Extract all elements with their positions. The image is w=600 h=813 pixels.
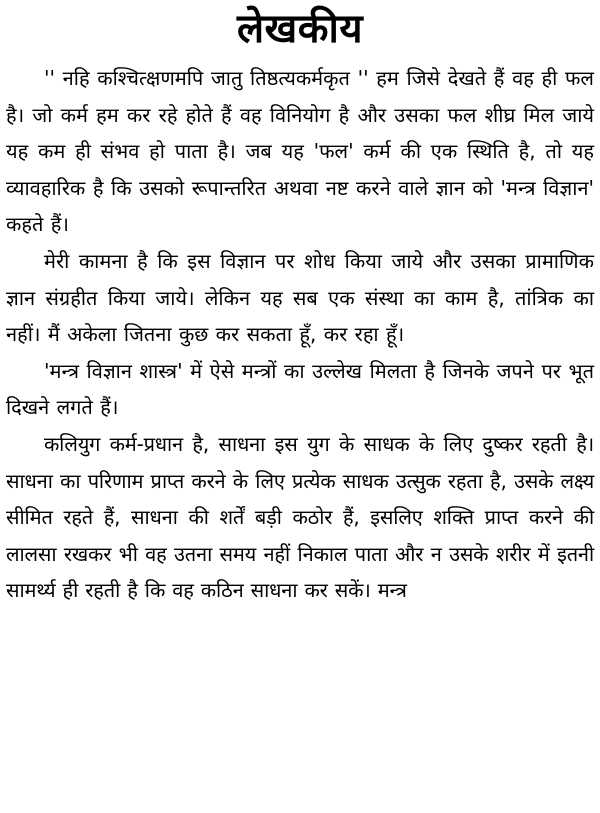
paragraph-1: '' नहि कश्चित्क्षणमपि जातु तिष्ठत्यकर्मकृत '' हम जिसे देखते हैं वह ही फल है। जो कर्म हम कर रहे होते हैं वह विनियोग है और उसका फल शीघ्र मिल जाये यह कम ही संभव हो पाता है। जब यह 'फल' कर्म की एक स्थिति है, तो यह व्यावहारिक है कि उसको रूपान्तरित अथवा नष्ट करने वाले ज्ञान को 'मन्त्र विज्ञान' कहते हैं। — [6, 66, 594, 237]
paragraph-3: 'मन्त्र विज्ञान शास्त्र' में ऐसे मन्त्रों का उल्लेख मिलता है जिनके जपने पर भूत दिखने लगते हैं। — [6, 358, 594, 420]
paragraph-2: मेरी कामना है कि इस विज्ञान पर शोध किया जाये और उसका प्रामाणिक ज्ञान संग्रहीत किया जाये। लेकिन यह सब एक संस्था का काम है, तांत्रिक का नहीं। मैं अकेला जितना कुछ कर सकता हूँ, कर रहा हूँ। — [6, 248, 594, 347]
paragraph-4: कलियुग कर्म-प्रधान है, साधना इस युग के साधक के लिए दुष्कर रहती है। साधना का परिणाम प्राप्त करने के लिए प्रत्येक साधक उत्सुक रहता है, उसके लक्ष्य सीमित रहते हैं, साधना की शर्तें बड़ी कठोर हैं, इसलिए शक्ति प्राप्त करने की लालसा रखकर भी वह उतना समय नहीं निकाल पाता और न उसके शरीर में इतनी सामर्थ्य ही रहती है कि वह कठिन साधना कर सकें। मन्त्र — [6, 431, 594, 603]
page-title: लेखकीय — [236, 6, 364, 52]
